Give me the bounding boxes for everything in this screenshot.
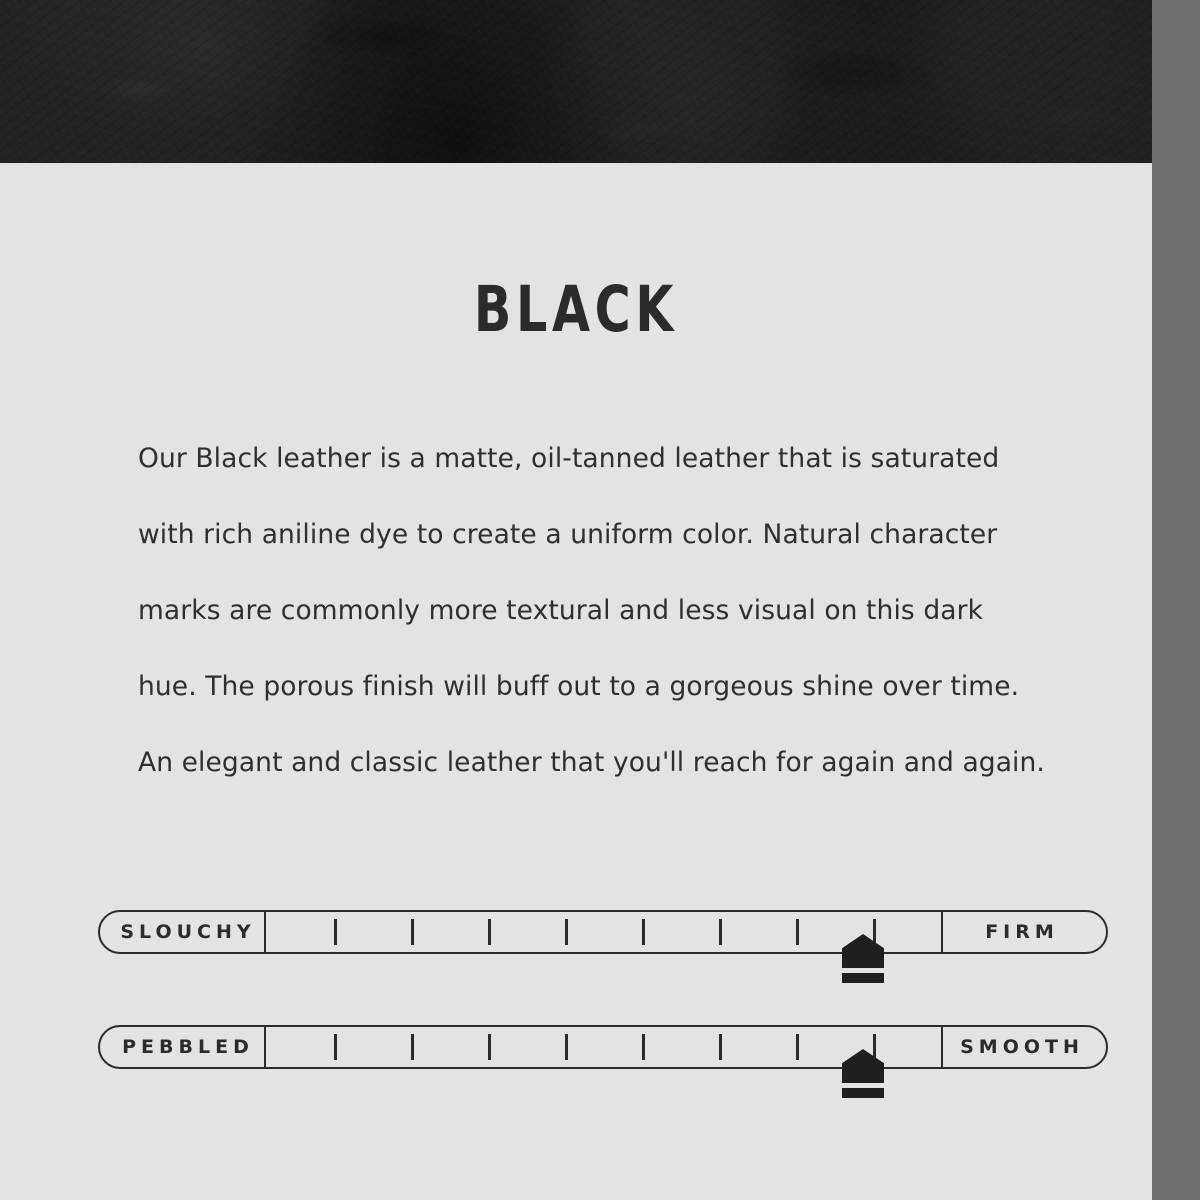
info-panel <box>0 163 1152 1200</box>
tick-mark <box>642 919 645 945</box>
tick-mark <box>411 919 414 945</box>
tick-mark <box>719 919 722 945</box>
scale-firmness[interactable] <box>98 910 1108 954</box>
description-line-2: with rich aniline dye to create a uniform color. Natural character <box>138 519 998 550</box>
tick-mark <box>488 1034 491 1060</box>
scale-right-label-smooth: SMOOTH <box>941 1025 1106 1069</box>
scale-marker-texture[interactable] <box>842 1033 884 1099</box>
scale-left-label-pebbled: PEBBLED <box>101 1025 266 1069</box>
tick-mark <box>796 1034 799 1060</box>
page-title: BLACK <box>473 273 679 346</box>
tick-mark <box>796 919 799 945</box>
description-line-4: hue. The porous finish will buff out to a gorgeous shine over time. <box>138 671 1020 702</box>
leather-swatch-image <box>0 0 1200 163</box>
scale-left-label-slouchy: SLOUCHY <box>101 910 266 954</box>
leather-swatch-texture <box>0 0 1152 163</box>
description-line-3: marks are commonly more textural and less visual on this dark <box>138 595 984 626</box>
tick-mark <box>334 919 337 945</box>
marker-pointer-icon <box>842 934 884 968</box>
tick-mark <box>719 1034 722 1060</box>
marker-base-bar <box>842 1088 884 1098</box>
scale-texture[interactable] <box>98 1025 1108 1069</box>
description-text <box>138 421 1073 801</box>
description-line-1: Our Black leather is a matte, oil-tanned leather that is saturated <box>138 443 1000 474</box>
tick-mark <box>411 1034 414 1060</box>
tick-mark <box>642 1034 645 1060</box>
scale-ticks-texture <box>266 1025 940 1069</box>
tick-mark <box>488 919 491 945</box>
scale-right-label-firm: FIRM <box>941 910 1106 954</box>
scale-ticks-firmness <box>266 910 940 954</box>
description-line-5: An elegant and classic leather that you'll reach for again and again. <box>138 747 1045 778</box>
tick-mark <box>334 1034 337 1060</box>
leather-highlight-overlay <box>0 0 1152 163</box>
marker-pointer-icon <box>842 1049 884 1083</box>
tick-mark <box>565 1034 568 1060</box>
marker-base-bar <box>842 973 884 983</box>
tick-mark <box>565 919 568 945</box>
scale-marker-firmness[interactable] <box>842 918 884 984</box>
